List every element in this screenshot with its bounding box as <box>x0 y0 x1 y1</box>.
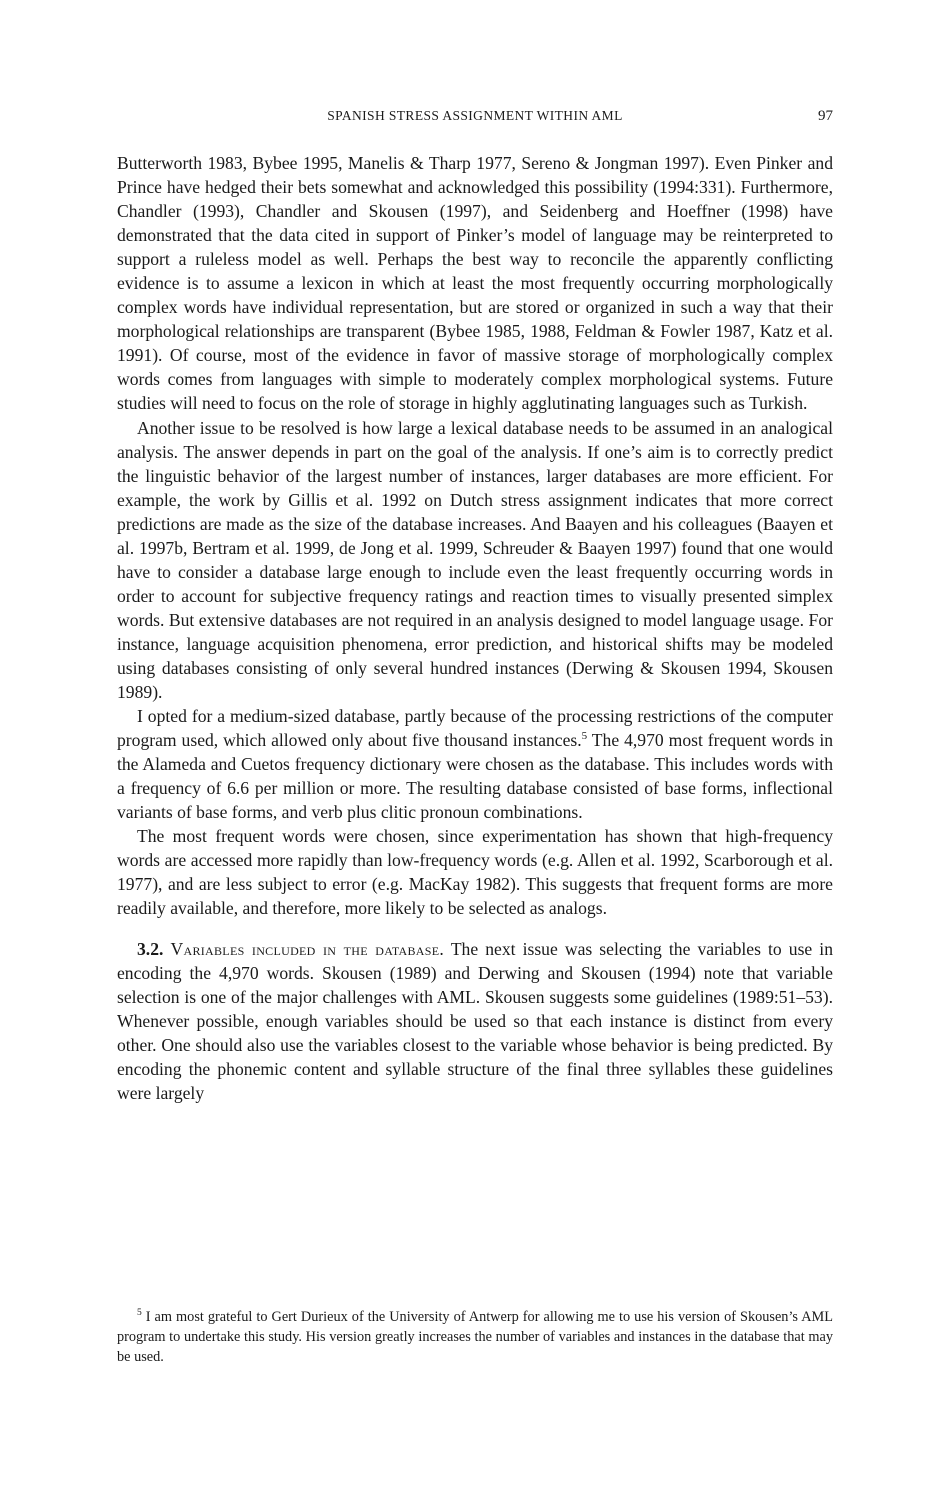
paragraph-text: The next issue was selecting the variables to use in encoding the 4,970 words. Skousen (1989) and Derwing and Skousen (1994) note that variable selection is one of the major challenges with AML. Skousen suggests some guidelines (1989:51–53). Whenever possible, enough variables should be used so that each instance is distinct from every other. One should also use the variables closest to the variable whose behavior is being predicted. By encoding the phonemic content and syllable structure of the final three syllables these guidelines were largely <box>117 938 833 1103</box>
footnote-mark: 5 <box>137 1308 142 1319</box>
paragraph-frequent-words: The most frequent words were chosen, since experimentation has shown that high-frequency words are accessed more rapidly than low-frequency words (e.g. Allen et al. 1992, Scarborough et al. 1977), and are less subject to error (e.g. MacKay 1982). This suggests that frequent forms are more readily available, and therefore, more likely to be selected as analogs. <box>117 826 833 919</box>
running-head <box>117 108 833 128</box>
paragraph-continued: Butterworth 1983, Bybee 1995, Manelis & Tharp 1977, Sereno & Jongman 1997). Even Pinker and Prince have hedged their bets somewhat and acknowledged this possibility (1994:331). Furthermore, Chandler (1993), Chandler and Skousen (1997), and Seidenberg and Hoeffner (1998) have demonstrated that the data cited in support of Pinker’s model of language may be reinterpreted to support a ruleless model as well. Perhaps the best way to reconcile the apparently conflicting evidence is to assume a lexicon in which at least the most frequently occurring morphologically complex words have individual representation, but are stored or organized in such a way that their morphological relationships are transparent (Bybee 1985, 1988, Feldman & Fowler 1987, Katz et al. 1991). Of course, most of the evidence in favor of massive storage of morphologically complex words comes from languages with simple to moderately complex morphological systems. Future studies will need to focus on the role of storage in highly agglutinating languages such as Turkish. <box>117 153 833 414</box>
page-number: 97 <box>818 108 833 124</box>
footnote-reference[interactable]: 5 <box>581 730 588 743</box>
paragraph-text: I opted for a medium-sized database, partly because of the processing restrictions of the computer program used, which allowed only about five thousand instances. <box>117 706 833 751</box>
running-title: SPANISH STRESS ASSIGNMENT WITHIN AML <box>327 108 623 123</box>
section-number: 3.2. <box>137 938 164 959</box>
footnote-text: I am most grateful to Gert Durieux of the University of Antwerp for allowing me to use his version of Skousen’s AML program to undertake this study. His version greatly increases the number of variables and instances in the database that may be used. <box>117 1309 833 1365</box>
paragraph-text: The 4,970 most frequent words in the Alameda and Cuetos frequency dictionary were chosen as the database. This includes words with a frequency of 6.6 per million or more. The resulting database consisted of base forms, inflectional variants of base forms, and verb plus clitic pronoun combinations. <box>117 730 833 823</box>
paragraph-database-size: Another issue to be resolved is how large a lexical database needs to be assumed in an analogical analysis. The answer depends in part on the goal of the analysis. If one’s aim is to correctly predict the linguistic behavior of the largest number of instances, larger databases are more efficient. For example, the work by Gillis et al. 1992 on Dutch stress assignment indicates that more correct predictions are made as the size of the database increases. And Baayen and his colleagues (Baayen et al. 1997b, Bertram et al. 1999, de Jong et al. 1999, Schreuder & Baayen 1997) found that one would have to consider a database large enough to include even the least frequently occurring words in order to account for subjective frequency ratings and reaction times to visually presented simplex words. But extensive databases are not required in an analysis designed to model language usage. For instance, language acquisition phenomena, error prediction, and historical shifts may be modeled using databases consisting of only several hundred instances (Derwing & Skousen 1994, Skousen 1989). <box>117 417 833 703</box>
footnote <box>117 1307 833 1367</box>
paragraph-medium-database <box>117 704 833 824</box>
section-3-2-paragraph <box>117 937 833 1105</box>
body-text <box>117 151 833 1105</box>
section-title: Variables included in the database. <box>170 938 445 959</box>
